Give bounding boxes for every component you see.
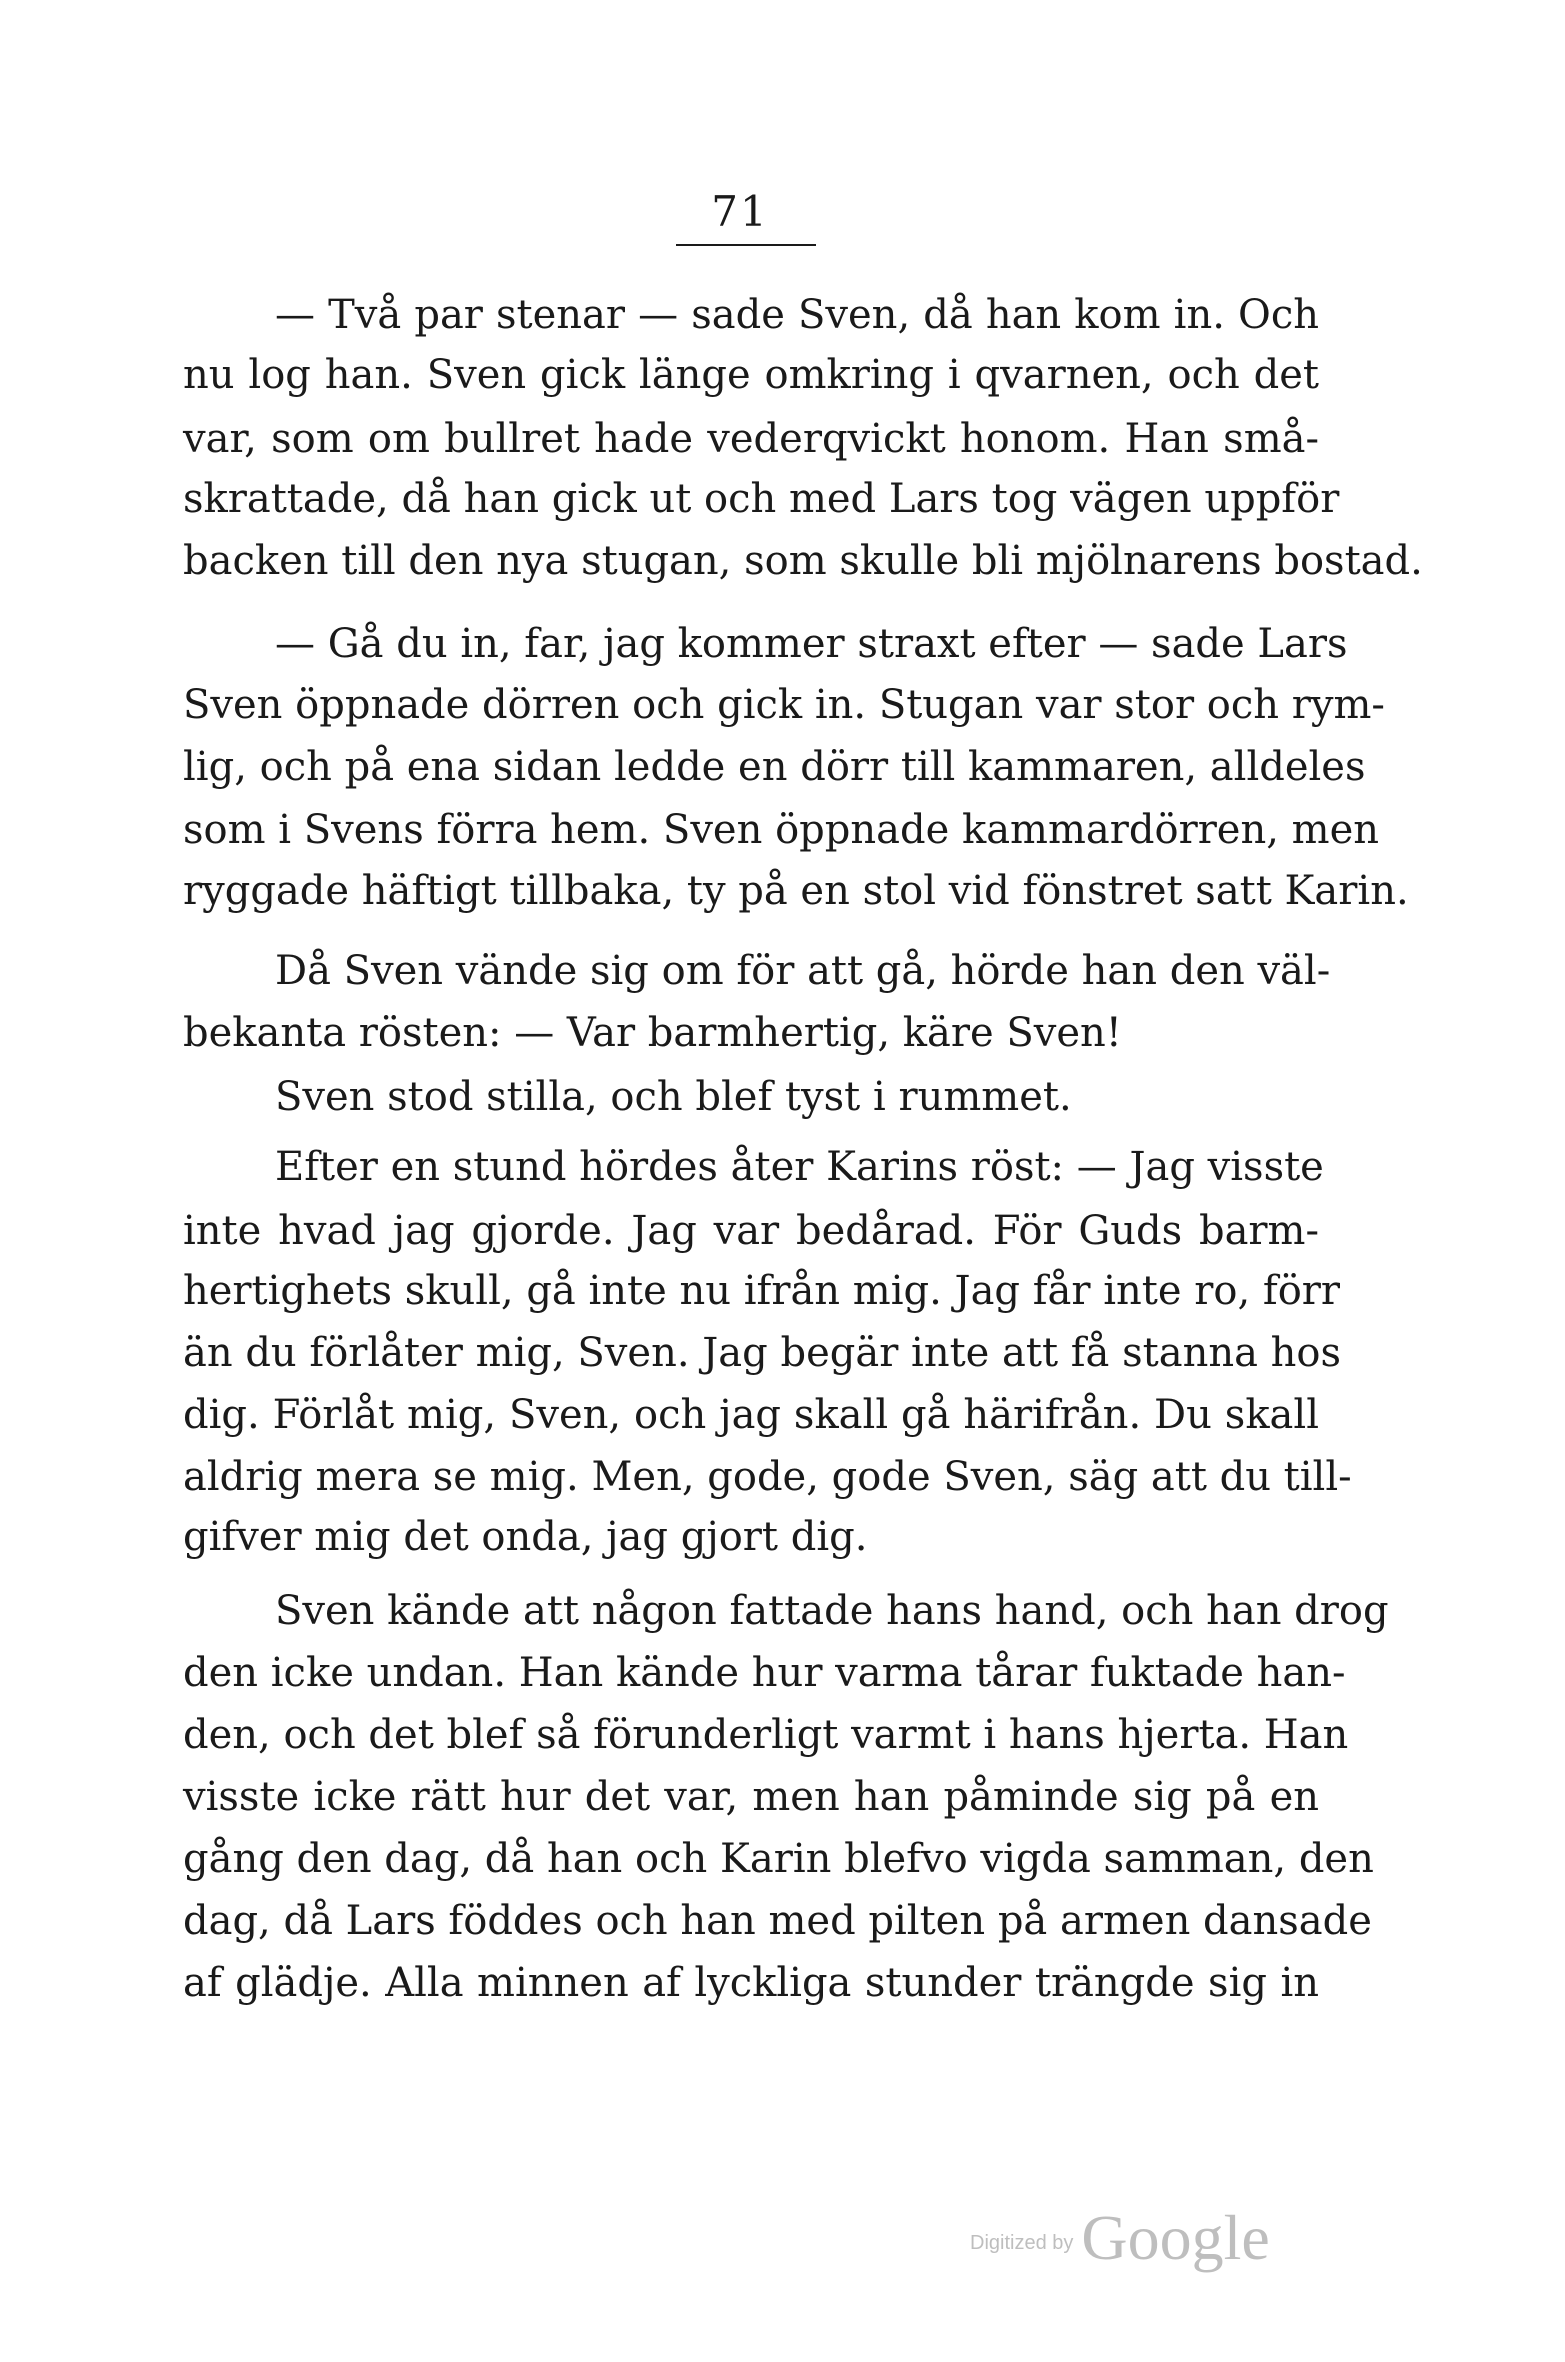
text-line: den icke undan. Han kände hur varma tårar fuktade han- <box>183 1650 1346 1696</box>
text-line: inte hvad jag gjorde. Jag var bedårad. För Guds barm- <box>183 1208 1319 1254</box>
watermark-logo: Google <box>1081 2202 1270 2273</box>
text-line: — Två par stenar — sade Sven, då han kom in. Och <box>275 292 1319 338</box>
text-line: som i Svens förra hem. Sven öppnade kammardörren, men <box>183 807 1380 853</box>
page-number-rule <box>676 244 816 246</box>
page-number: 71 <box>711 187 769 236</box>
text-line: än du förlåter mig, Sven. Jag begär inte att få stanna hos <box>183 1330 1342 1376</box>
text-line: Efter en stund hördes åter Karins röst: — Jag visste <box>275 1144 1324 1190</box>
text-line: Sven öppnade dörren och gick in. Stugan var stor och rym- <box>183 682 1385 728</box>
text-line: gifver mig det onda, jag gjort dig. <box>183 1514 868 1560</box>
text-line: hertighets skull, gå inte nu ifrån mig. Jag får inte ro, förr <box>183 1268 1341 1314</box>
text-line: dig. Förlåt mig, Sven, och jag skall gå härifrån. Du skall <box>183 1392 1319 1438</box>
text-line: skrattade, då han gick ut och med Lars tog vägen uppför <box>183 476 1340 522</box>
text-line: Då Sven vände sig om för att gå, hörde han den väl- <box>275 948 1331 994</box>
text-line: var, som om bullret hade vederqvickt honom. Han små- <box>183 416 1319 462</box>
text-line: Sven stod stilla, och blef tyst i rummet. <box>275 1074 1072 1120</box>
text-line: — Gå du in, far, jag kommer straxt efter — sade Lars <box>275 621 1348 667</box>
text-line: dag, då Lars föddes och han med pilten på armen dansade <box>183 1898 1372 1944</box>
text-line: lig, och på ena sidan ledde en dörr till kammaren, alldeles <box>183 744 1366 790</box>
text-line: ryggade häftigt tillbaka, ty på en stol vid fönstret satt Karin. <box>183 868 1409 914</box>
watermark-prefix: Digitized by <box>970 2232 1074 2254</box>
text-line: backen till den nya stugan, som skulle bli mjölnarens bostad. <box>183 538 1423 584</box>
text-line: Sven kände att någon fattade hans hand, och han drog <box>275 1588 1389 1634</box>
text-line: nu log han. Sven gick länge omkring i qvarnen, och det <box>183 352 1319 398</box>
text-line: bekanta rösten: — Var barmhertig, käre Sven! <box>183 1010 1122 1056</box>
text-line: gång den dag, då han och Karin blefvo vigda samman, den <box>183 1836 1374 1882</box>
text-line: den, och det blef så förunderligt varmt i hans hjerta. Han <box>183 1712 1349 1758</box>
text-line: aldrig mera se mig. Men, gode, gode Sven, säg att du till- <box>183 1454 1352 1500</box>
text-line: af glädje. Alla minnen af lyckliga stunder trängde sig in <box>183 1960 1319 2006</box>
digitization-watermark <box>970 2190 1290 2273</box>
text-line: visste icke rätt hur det var, men han påminde sig på en <box>183 1774 1319 1820</box>
